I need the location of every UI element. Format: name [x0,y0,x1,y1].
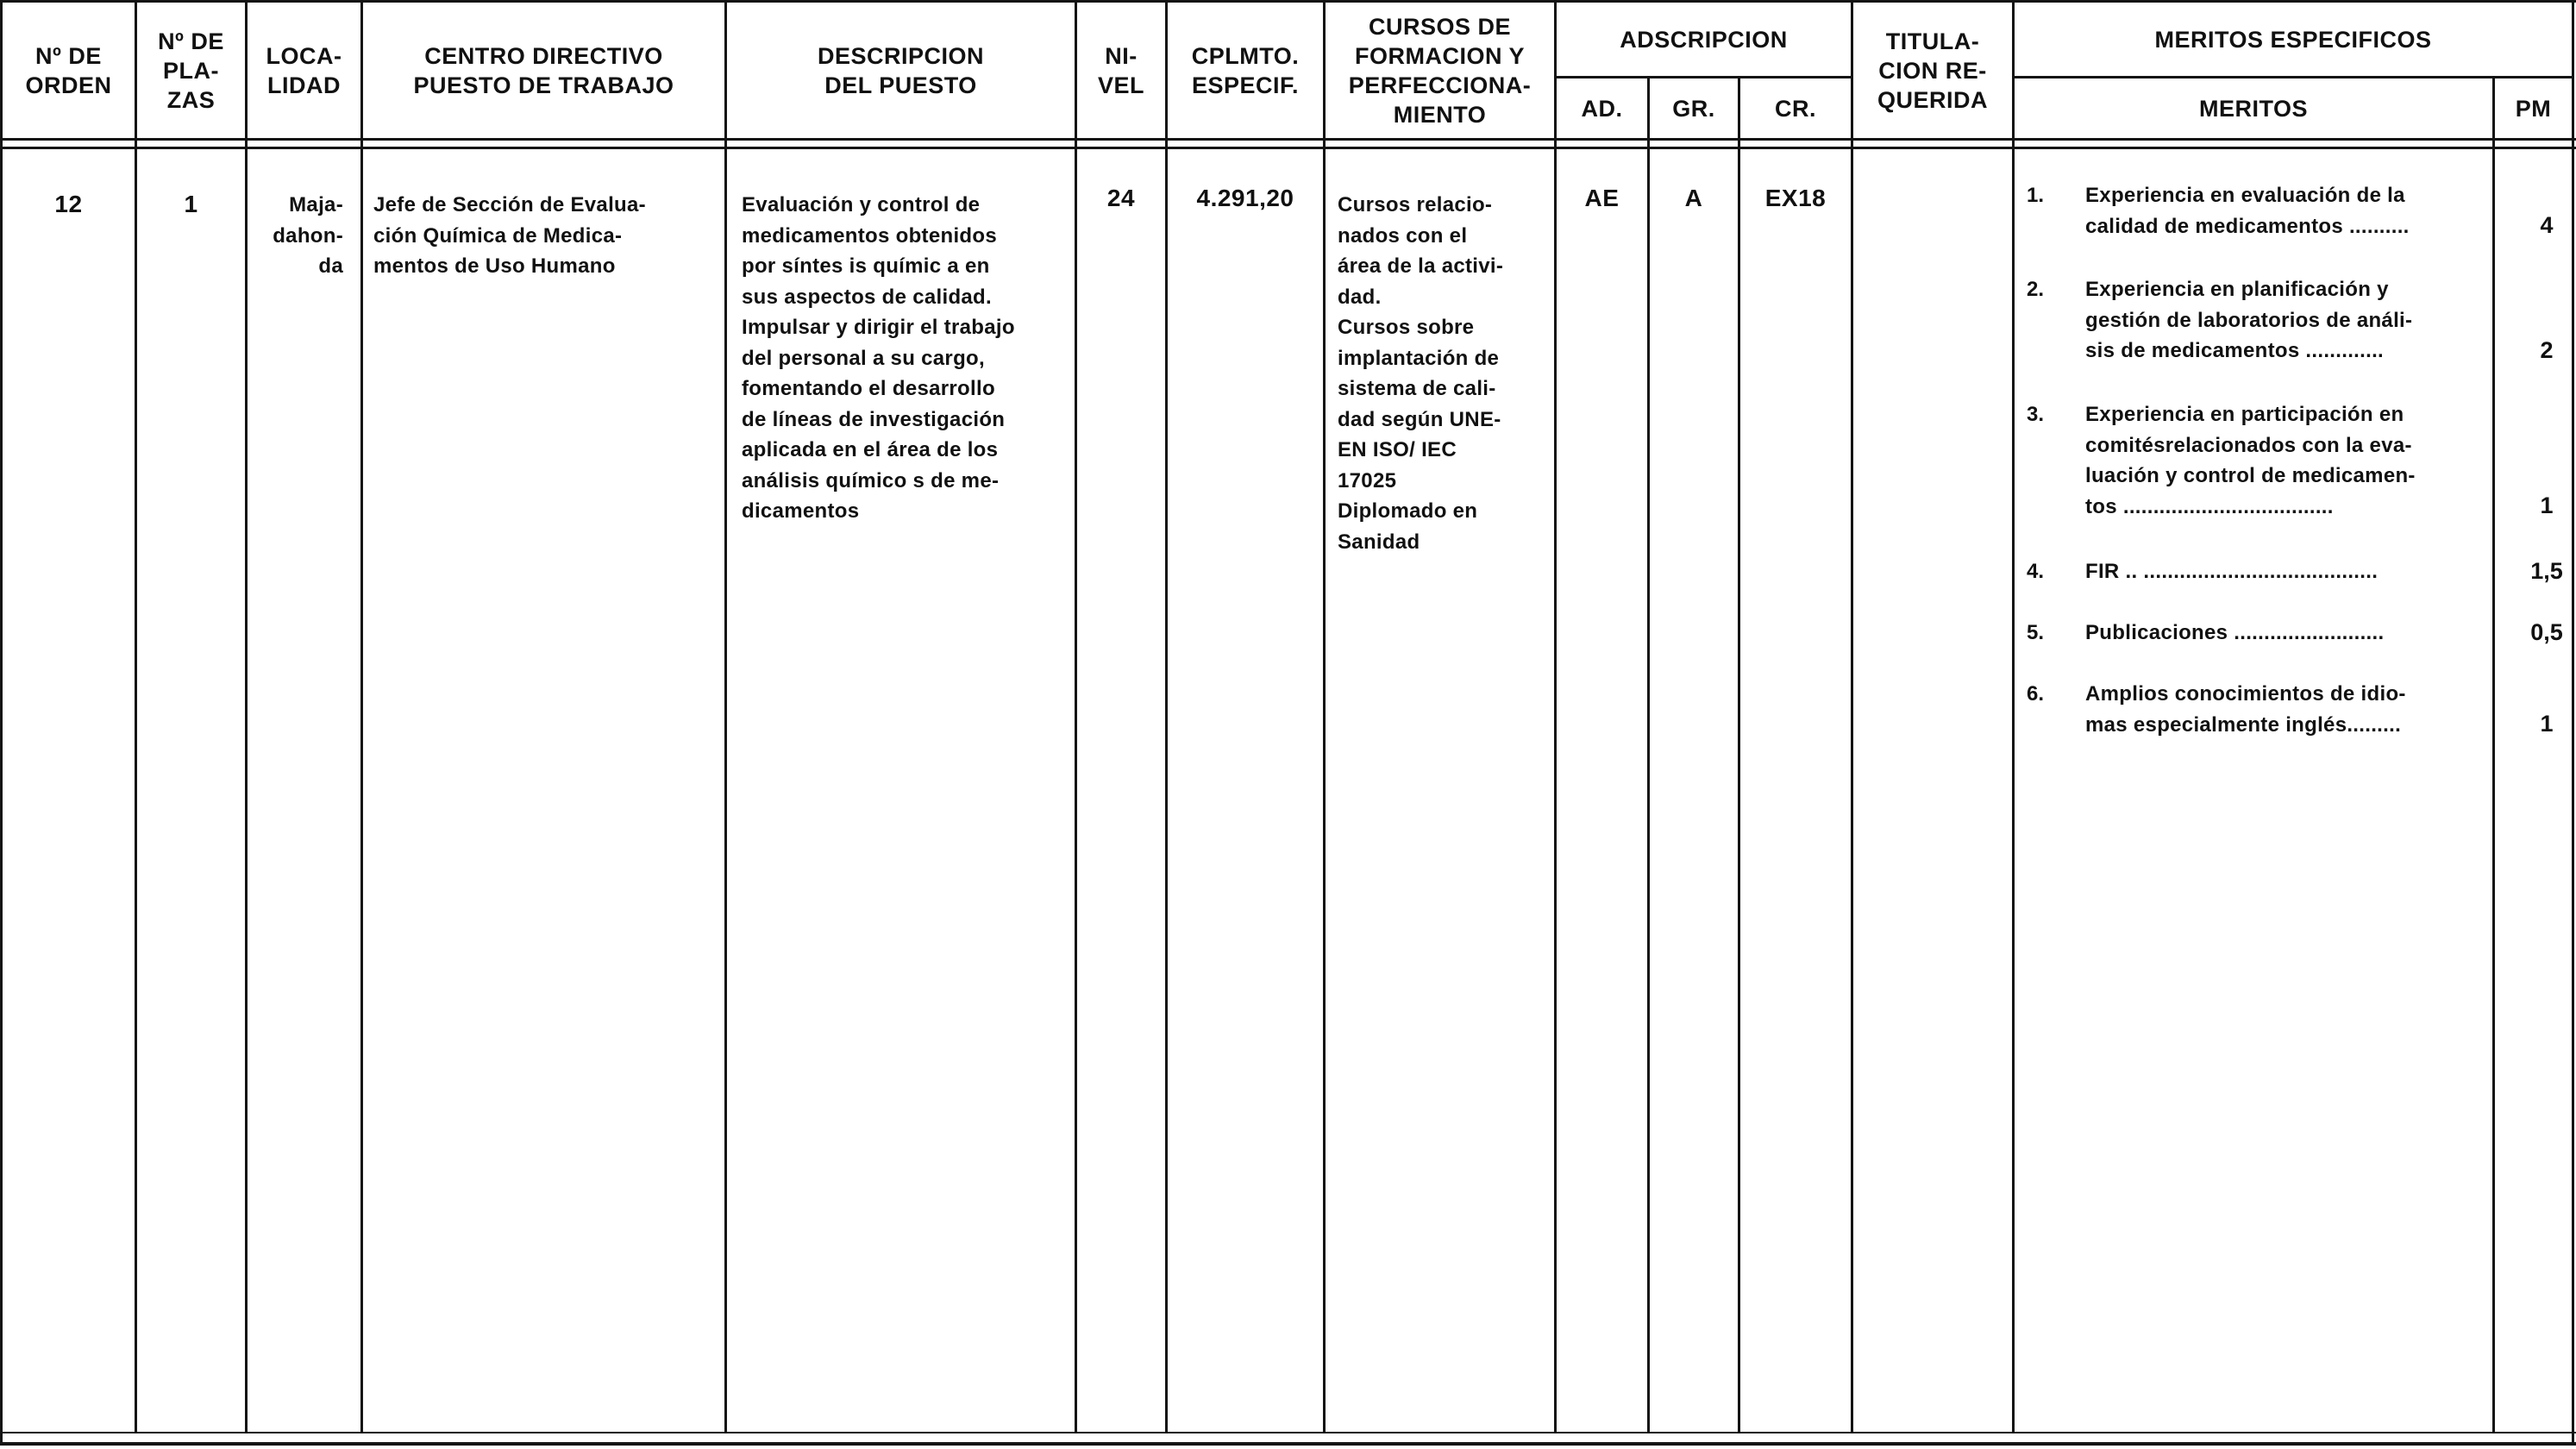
header-complemento: CPLMTO. ESPECIF. [1191,42,1300,98]
document-page: Nº DE ORDEN Nº DE PLA- ZAS LOCA- LIDAD CENTRO DIRECTIVO PUESTO DE TRABAJO DESCRIPCION DEL PUESTO NI- VEL CPLMTO. ESPECIF. CURSOS DE FORMACION Y PERFECCIONA- MIENTO ADSCRIPCION AD. GR. CR. TITULA- CION RE- QUERIDA MERITOS ESPECIFICOS MERITOS PM 12 1 Maja- dahon- da Jefe de Sección de Evalua- ción Química de Medica- mentos de Uso Humano Evaluación y control de medicamentos obtenidos por síntes is químic a en sus aspectos de calidad. Impulsar y dirigir el trabajo del personal a su cargo, fomentando el desarrollo de líneas de investigación aplicada en el área de los análisis químico s de me- dicamentos 24 4.291,20 Cursos relacio- nados con el área de la activi- dad. Cursos sobre implantación de sistema de cali- dad según UNE- EN ISO/ IEC 17025 Diplomado en Sanidad AE A EX18 1. Experiencia en evaluación de la calidad de medicamentos .......... 4 2. Experiencia en planificación y gestión de laboratorios de análi- sis de medicamentos ............. 2 3. Experiencia en participación en comitésrelacionados con la eva- luación y control de medicamen- tos ................................... 1 4. FIR .. ....................................... 1,5 5. Publicaciones ......................... 0,5 6. Amplios conocimientos de idio- mas especialmente inglés......... 1 [0,0,2576,1449]
header-meritos: MERITOS [2198,95,2308,122]
row-complemento: 4.291,20 [1196,185,1294,211]
header-centro: CENTRO DIRECTIVO PUESTO DE TRABAJO [413,42,674,98]
header-localidad: LOCA- LIDAD [266,42,342,98]
header-titulacion: TITULA- CION RE- QUERIDA [1877,28,1988,113]
merito-pm: 1 [2540,711,2554,737]
merito-pm: 1 [2540,492,2554,518]
col-rule [2012,0,2015,1433]
header-pm: PM [2515,95,2552,122]
row-descripcion: Evaluación y control de medicamentos obtenidos por síntes is químic a en sus aspectos de calidad. Impulsar y dirigir el trabajo del personal a su cargo, fomentando el desarrollo de líneas de investigación aplicada en el área de los análisis químico s de me- dicamentos [742,193,1015,523]
row-gr: A [1684,185,1703,211]
col-rule [1165,0,1168,1433]
merito-pm: 2 [2540,337,2554,363]
header-rule-2 [0,147,2576,149]
merito-pm: 1,5 [2530,558,2563,584]
col-rule [724,0,727,1433]
header-gr: GR. [1672,95,1715,122]
row-ad: AE [1584,185,1620,211]
col-rule [1554,0,1557,1433]
row-cursos: Cursos relacio- nados con el área de la activi- dad. Cursos sobre implantación de sistema de cali- dad según UNE- EN ISO/ IEC 17025 Diplomado en Sanidad [1338,193,1504,554]
header-plazas: Nº DE PLA- ZAS [158,28,224,113]
header-rule-1 [0,138,2576,141]
merito-pm: 4 [2540,212,2554,238]
row-orden: 12 [54,191,83,217]
header-meritos-especificos: MERITOS ESPECIFICOS [2154,26,2432,53]
frame-bottom [0,1442,2576,1446]
header-cr: CR. [1775,95,1816,122]
header-adscripcion: ADSCRIPCION [1620,26,1788,53]
header-ad: AD. [1581,95,1623,122]
col-rule [1851,0,1853,1433]
col-rule [1647,76,1650,1433]
col-rule [2492,76,2495,1433]
header-descripcion: DESCRIPCION DEL PUESTO [817,42,985,98]
row-centro: Jefe de Sección de Evalua- ción Química de Medica- mentos de Uso Humano [373,193,646,278]
row-bottom-rule [0,1432,2576,1433]
col-rule [1075,0,1077,1433]
row-localidad: Maja- dahon- da [273,193,343,278]
header-cursos: CURSOS DE FORMACION Y PERFECCIONA- MIENTO [1348,13,1532,128]
header-nivel: NI- VEL [1097,42,1144,98]
merito-pm: 0,5 [2530,619,2563,645]
header-orden: Nº DE ORDEN [25,42,112,98]
col-rule [1738,76,1740,1433]
col-rule [1323,0,1326,1433]
row-nivel: 24 [1106,185,1136,211]
row-cr: EX18 [1764,185,1827,211]
row-plazas: 1 [184,191,198,217]
col-rule [360,0,363,1433]
